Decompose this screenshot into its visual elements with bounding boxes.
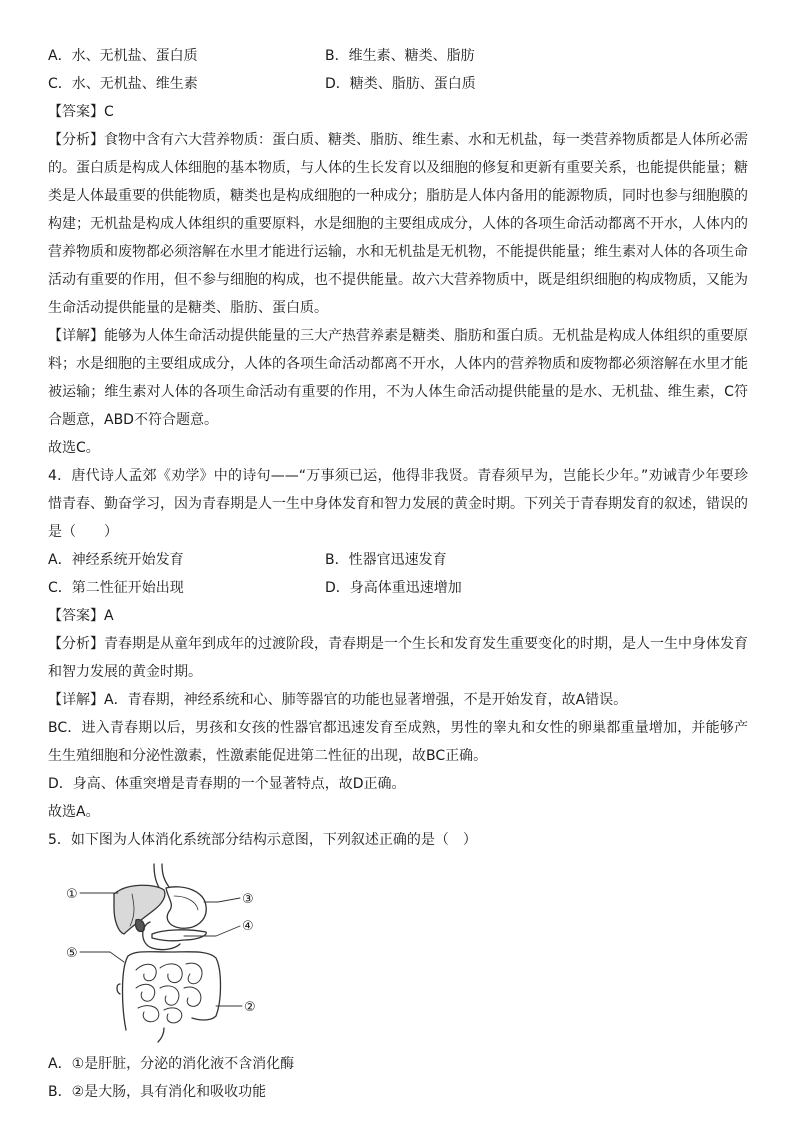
q4-conclusion: 故选A。 [48,804,100,820]
q4-detail-d: D．身高、体重突增是青春期的一个显著特点，故D正确。 [48,776,406,792]
q4-option-c[interactable]: C．第二性征开始出现 [48,580,184,596]
q3-options-row-2 [48,70,748,98]
q3-option-c[interactable]: C．水、无机盐、维生素 [48,76,198,92]
q4-option-a[interactable]: A．神经系统开始发育 [48,552,184,568]
q4-detail-bc: BC．进入青春期以后，男孩和女孩的性器官都迅速发育至成熟，男性的睾丸和女性的卵巢都重量增加，并能够产生生殖细胞和分泌性激素，性激素能促进第二性征的出现，故BC正确。 [48,720,748,764]
q4-stem: 4．唐代诗人孟郊《劝学》中的诗句——“万事须已运，他得非我贤。青春须早为，岂能长少年。”劝诫青少年要珍惜青春、勤奋学习，因为青春期是人一生中身体发育和智力发展的黄金时期。下列关于青春期发育的叙述，错误的是（ ） [48,468,748,540]
label-3: ③ [242,892,254,907]
label-2: ② [244,1000,256,1015]
rectum-shape [158,1028,164,1042]
q4-option-d[interactable]: D．身高体重迅速增加 [325,580,462,596]
q4-detail-a: 【详解】A．青春期，神经系统和心、肺等器官的功能也显著增强，不是开始发育，故A错误。 [48,692,628,708]
q3-detail: 【详解】能够为人体生命活动提供能量的三大产热营养素是糖类、脂肪和蛋白质。无机盐是构成人体组织的重要原料；水是细胞的主要组成成分，人体的各项生命活动都离不开水，人体内的营养物质和废物都必须溶解在水里才能被运输；维生素对人体的各项生命活动有重要的作用，不为人体生命活动提供能量的是水、无机盐、维生素，C符合题意，ABD不符合题意。 [48,328,748,428]
small-intestine-shape [136,963,202,1023]
q3-option-a[interactable]: A．水、无机盐、蛋白质 [48,48,198,64]
q5-option-a[interactable]: A．①是肝脏，分泌的消化液不含消化酶 [48,1056,295,1072]
q5-stem: 5．如下图为人体消化系统部分结构示意图，下列叙述正确的是（ ） [48,832,477,848]
q4-answer: 【答案】A [48,608,114,624]
label-4: ④ [242,919,254,934]
q4-option-b[interactable]: B．性器官迅速发育 [325,552,447,568]
q4-analysis: 【分析】青春期是从童年到成年的过渡阶段，青春期是一个生长和发育发生重要变化的时期，是人一生中身体发育和智力发展的黄金时期。 [48,636,748,680]
pancreas-shape [152,930,206,941]
label-1: ① [66,887,78,902]
label-5: ⑤ [66,946,78,961]
q5-option-b[interactable]: B．②是大肠，具有消化和吸收功能 [48,1084,267,1100]
q4-options-row-2 [48,574,748,602]
q3-conclusion: 故选C。 [48,440,100,456]
q3-options-row-1 [48,42,748,70]
digestive-system-diagram [66,860,256,1044]
q4-options-row-1 [48,546,748,574]
q3-answer: 【答案】C [48,104,114,120]
q3-analysis: 【分析】食物中含有六大营养物质：蛋白质、糖类、脂肪、维生素、水和无机盐，每一类营养物质都是人体所必需的。蛋白质是构成人体细胞的基本物质，与人体的生长发育以及细胞的修复和更新有重要关系，也能提供能量；糖类是人体最重要的供能物质，糖类也是构成细胞的一种成分；脂肪是人体内备用的能源物质，同时也参与细胞膜的构建；无机盐是构成人体组织的重要原料，水是细胞的主要组成成分，人体的各项生命活动都离不开水，人体内的营养物质和废物都必须溶解在水里才能进行运输，水和无机盐是无机物，不能提供能量；维生素对人体的各项生命活动有重要的作用，但不参与细胞的构成，也不提供能量。故六大营养物质中，既是组织细胞的构成物质，又能为生命活动提供能量的是糖类、脂肪、蛋白质。 [48,132,748,316]
digestive-system-figure [48,854,748,1050]
q3-option-d[interactable]: D．糖类、脂肪、蛋白质 [325,76,476,92]
q3-option-b[interactable]: B．维生素、糖类、脂肪 [325,48,475,64]
figure-labels [66,887,256,1015]
stomach-shape [166,887,206,928]
document-page [48,42,748,1106]
